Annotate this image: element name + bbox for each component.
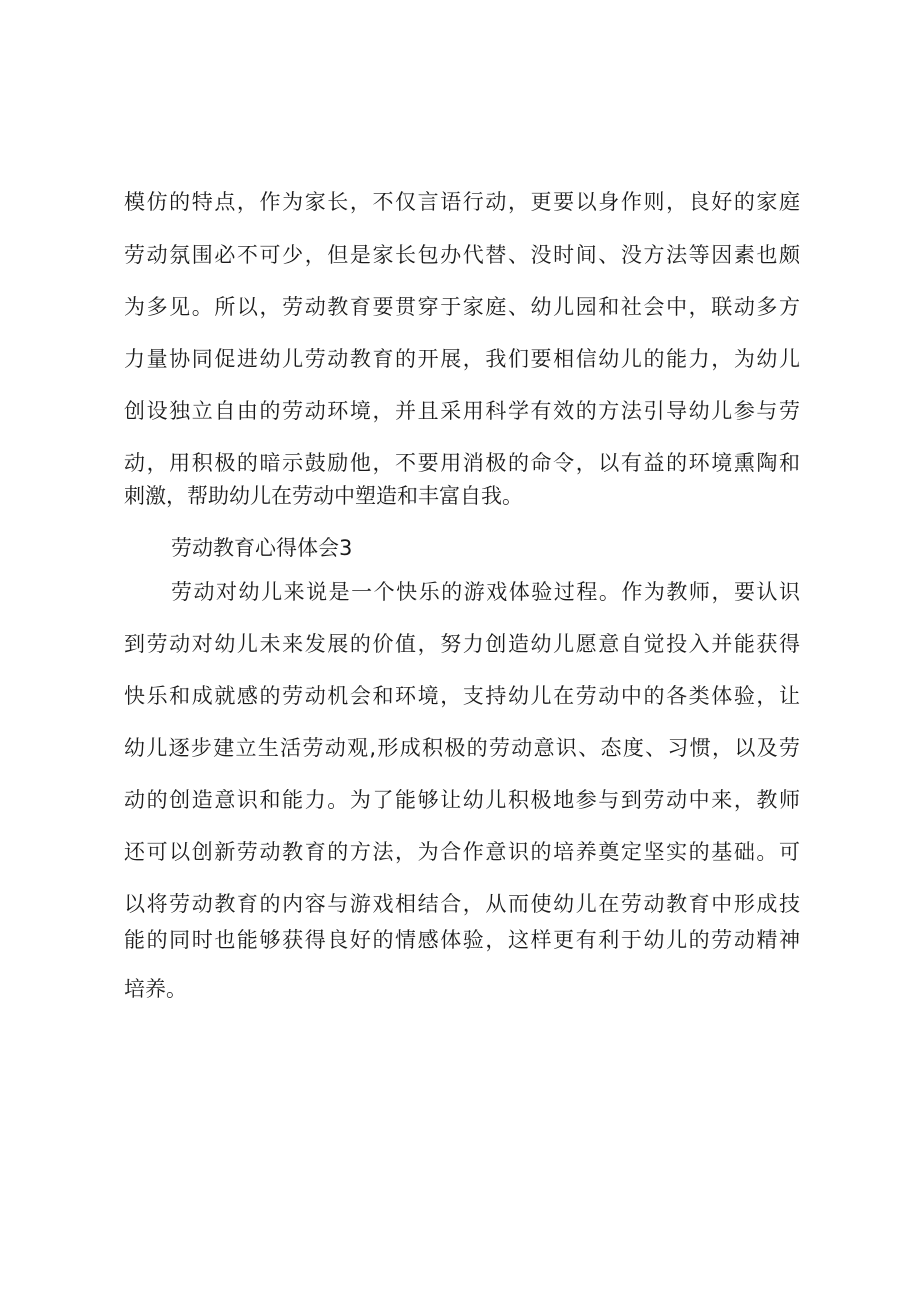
text-line: 刺激，帮助幼儿在劳动中塑造和丰富自我。	[124, 484, 523, 508]
text-line: 以将劳动教育的内容与游戏相结合，从而使幼儿在劳动教育中形成技	[124, 892, 800, 916]
text-line: 为多见。所以，劳动教育要贯穿于家庭、幼儿园和社会中，联动多方	[124, 295, 800, 319]
text-line: 动，用积极的暗示鼓励他，不要用消极的命令，以有益的环境熏陶和	[124, 451, 800, 475]
text-line: 劳动氛围必不可少，但是家长包办代替、没时间、没方法等因素也颇	[124, 243, 800, 267]
text-line: 到劳动对幼儿未来发展的价值，努力创造幼儿愿意自觉投入并能获得	[124, 632, 800, 656]
text-line: 快乐和成就感的劳动机会和环境，支持幼儿在劳动中的各类体验，让	[124, 684, 800, 708]
text-line: 创设独立自由的劳动环境，并且采用科学有效的方法引导幼儿参与劳	[124, 399, 800, 423]
text-line: 幼儿逐步建立生活劳动观,形成积极的劳动意识、态度、习惯，以及劳	[124, 736, 800, 760]
text-line: 模仿的特点，作为家长，不仅言语行动，更要以身作则，良好的家庭	[124, 190, 800, 214]
text-line: 劳动对幼儿来说是一个快乐的游戏体验过程。作为教师，要认识	[171, 580, 800, 604]
text-line: 培养。	[124, 977, 187, 1001]
section-heading: 劳动教育心得体会3	[171, 536, 353, 560]
text-line: 力量协同促进幼儿劳动教育的开展，我们要相信幼儿的能力，为幼儿	[124, 347, 800, 371]
text-line: 动的创造意识和能力。为了能够让幼儿积极地参与到劳动中来，教师	[124, 788, 800, 812]
text-line: 还可以创新劳动教育的方法，为合作意识的培养奠定坚实的基础。可	[124, 840, 800, 864]
text-line: 能的同时也能够获得良好的情感体验，这样更有利于幼儿的劳动精神	[124, 928, 800, 952]
